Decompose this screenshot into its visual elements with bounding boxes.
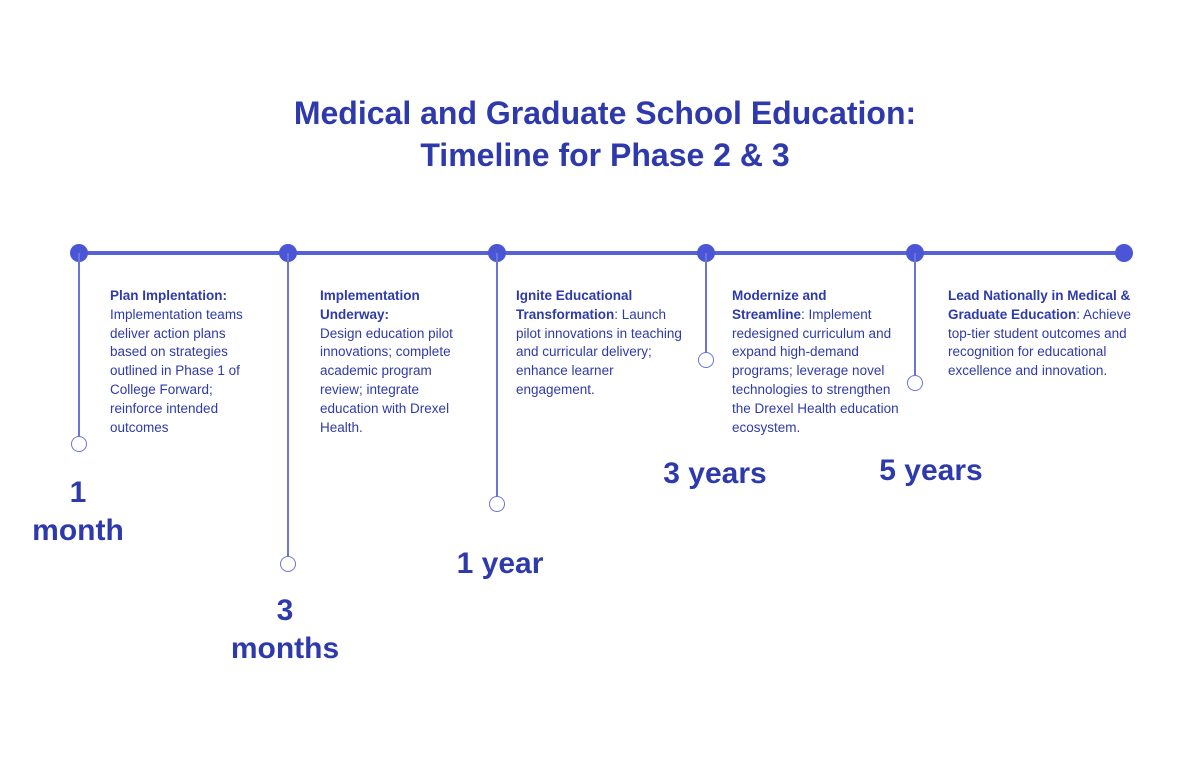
milestone-marker-1	[71, 436, 87, 452]
milestone-marker-5	[907, 375, 923, 391]
time-value: 1	[69, 476, 87, 509]
milestone-time-3	[430, 545, 570, 583]
title-line-2: Timeline for Phase 2 & 3	[420, 137, 790, 173]
milestone-time-5	[856, 452, 1006, 490]
milestone-marker-3	[489, 496, 505, 512]
time-value: 3	[276, 594, 294, 627]
milestone-description-2	[320, 287, 460, 437]
milestone-heading: Ignite Educational Transformation	[516, 288, 633, 322]
milestone-description-4	[732, 287, 902, 437]
timeline-stem-3	[496, 253, 498, 497]
page-title	[0, 92, 1200, 176]
milestone-marker-2	[280, 556, 296, 572]
milestone-description-5	[948, 287, 1148, 381]
milestone-heading: Lead Nationally in Medical & Graduate Education	[948, 288, 1131, 322]
milestone-body: : Achieve top-tier student outcomes and recognition for educational excellence and innovation.	[948, 306, 1132, 379]
milestone-body: : Launch pilot innovations in teaching and curricular delivery; enhance learner engagement.	[516, 306, 682, 397]
timeline-stem-2	[287, 253, 289, 557]
timeline-end-node	[1115, 244, 1133, 262]
milestone-body: : Implement redesigned curriculum and expand high-demand programs; leverage novel technologies to strengthen the Drexel Health education ecosystem.	[732, 306, 899, 435]
timeline-stem-4	[705, 253, 707, 353]
milestone-time-4	[640, 455, 790, 493]
timeline-axis	[78, 251, 1124, 255]
milestone-body: Design education pilot innovations; complete academic program review; integrate education with Drexel Health.	[320, 325, 453, 435]
time-value: 3 years	[663, 457, 767, 490]
time-value: 1 year	[456, 547, 544, 580]
milestone-time-2	[215, 592, 355, 668]
milestone-time-1	[18, 474, 138, 550]
title-line-1: Medical and Graduate School Education:	[293, 95, 917, 131]
time-unit: months	[230, 632, 340, 665]
milestone-heading: Modernize and Streamline	[732, 288, 827, 322]
milestone-heading: Plan Implentation:	[110, 288, 228, 303]
timeline-stem-5	[914, 253, 916, 376]
milestone-body: Implementation teams deliver action plans based on strategies outlined in Phase 1 of College Forward; reinforce intended outcomes	[110, 306, 243, 435]
milestone-description-3	[516, 287, 682, 400]
milestone-heading: Implementation Underway:	[320, 288, 420, 322]
timeline-stem-1	[78, 253, 80, 437]
milestone-description-1	[110, 287, 252, 437]
time-value: 5 years	[879, 454, 983, 487]
time-unit: month	[32, 514, 124, 547]
milestone-marker-4	[698, 352, 714, 368]
